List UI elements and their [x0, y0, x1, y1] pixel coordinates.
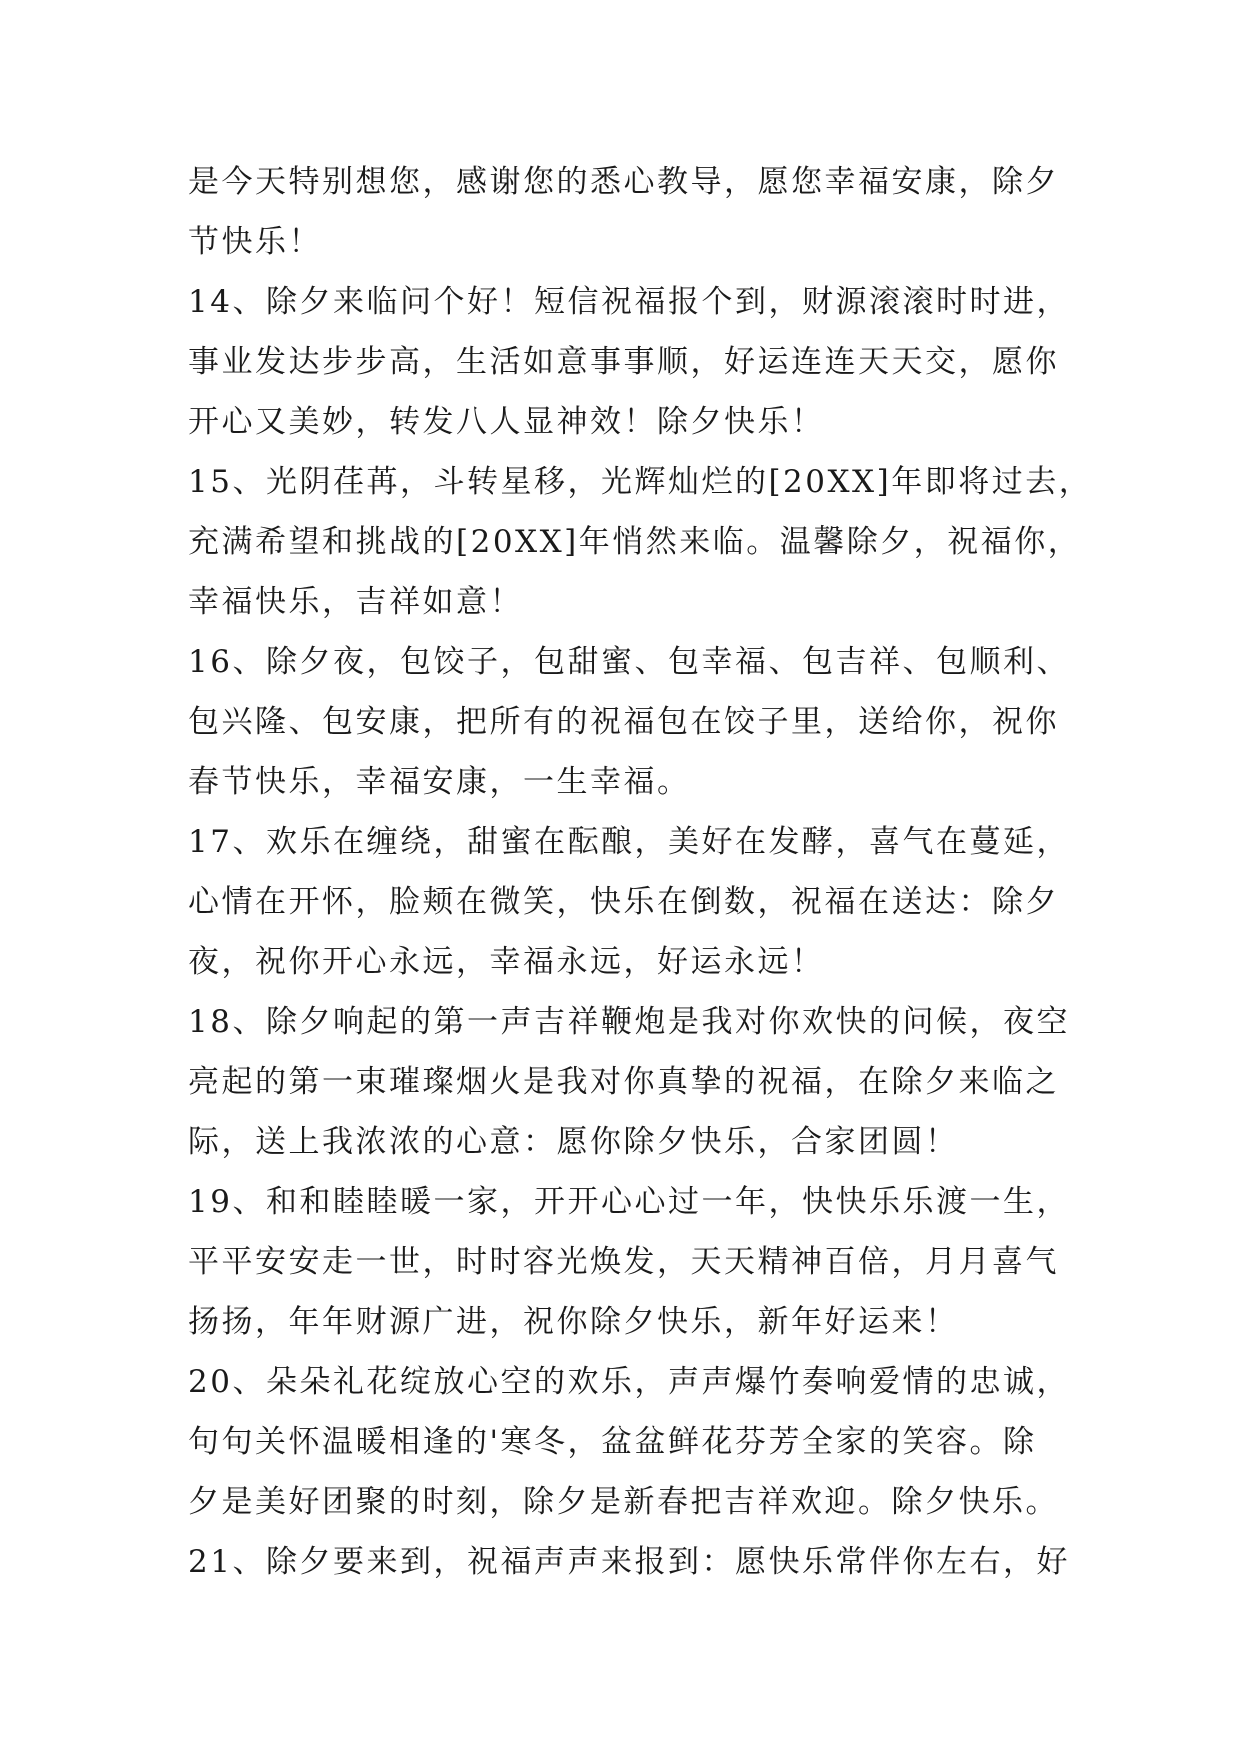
text-line: 19、和和睦睦暖一家，开开心心过一年，快快乐乐渡一生，: [188, 1184, 1070, 1220]
text-line: 春节快乐，幸福安康，一生幸福。: [188, 764, 691, 800]
text-line: 亮起的第一束璀璨烟火是我对你真挚的祝福，在除夕来临之: [188, 1064, 1059, 1100]
text-line: 21、除夕要来到，祝福声声来报到：愿快乐常伴你左右，好: [188, 1544, 1070, 1580]
text-line: 事业发达步步高，生活如意事事顺，好运连连天天交，愿你: [188, 344, 1059, 380]
text-line: 际，送上我浓浓的心意：愿你除夕快乐，合家团圆！: [188, 1124, 959, 1160]
text-line: 心情在开怀，脸颊在微笑，快乐在倒数，祝福在送达：除夕: [188, 884, 1059, 920]
text-line: 14、除夕来临问个好！短信祝福报个到，财源滚滚时时进，: [188, 284, 1070, 320]
document-body: [188, 152, 1093, 1592]
text-line: 16、除夕夜，包饺子，包甜蜜、包幸福、包吉祥、包顺利、: [188, 644, 1070, 680]
text-line: 15、光阴荏苒，斗转星移，光辉灿烂的[20XX]年即将过去，: [188, 464, 1093, 500]
text-line: 节快乐！: [188, 224, 322, 260]
text-line: 夜，祝你开心永远，幸福永远，好运永远！: [188, 944, 825, 980]
text-line: 17、欢乐在缠绕，甜蜜在酝酿，美好在发酵，喜气在蔓延，: [188, 824, 1070, 860]
text-line: 扬扬，年年财源广进，祝你除夕快乐，新年好运来！: [188, 1304, 959, 1340]
text-line: 包兴隆、包安康，把所有的祝福包在饺子里，送给你，祝你: [188, 704, 1059, 740]
text-line: 20、朵朵礼花绽放心空的欢乐，声声爆竹奏响爱情的忠诚，: [188, 1364, 1070, 1400]
text-line: 夕是美好团聚的时刻，除夕是新春把吉祥欢迎。除夕快乐。: [188, 1484, 1059, 1520]
text-line: 18、除夕响起的第一声吉祥鞭炮是我对你欢快的问候，夜空: [188, 1004, 1070, 1040]
text-line: 幸福快乐，吉祥如意！: [188, 584, 523, 620]
text-line: 开心又美妙，转发八人显神效！除夕快乐！: [188, 404, 825, 440]
text-line: 平平安安走一世，时时容光焕发，天天精神百倍，月月喜气: [188, 1244, 1059, 1280]
text-line: 充满希望和挑战的[20XX]年悄然来临。温馨除夕，祝福你，: [188, 524, 1082, 560]
text-line: 是今天特别想您，感谢您的悉心教导，愿您幸福安康，除夕: [188, 164, 1059, 200]
text-line: 句句关怀温暖相逢的'寒冬，盆盆鲜花芬芳全家的笑容。除: [188, 1424, 1037, 1460]
